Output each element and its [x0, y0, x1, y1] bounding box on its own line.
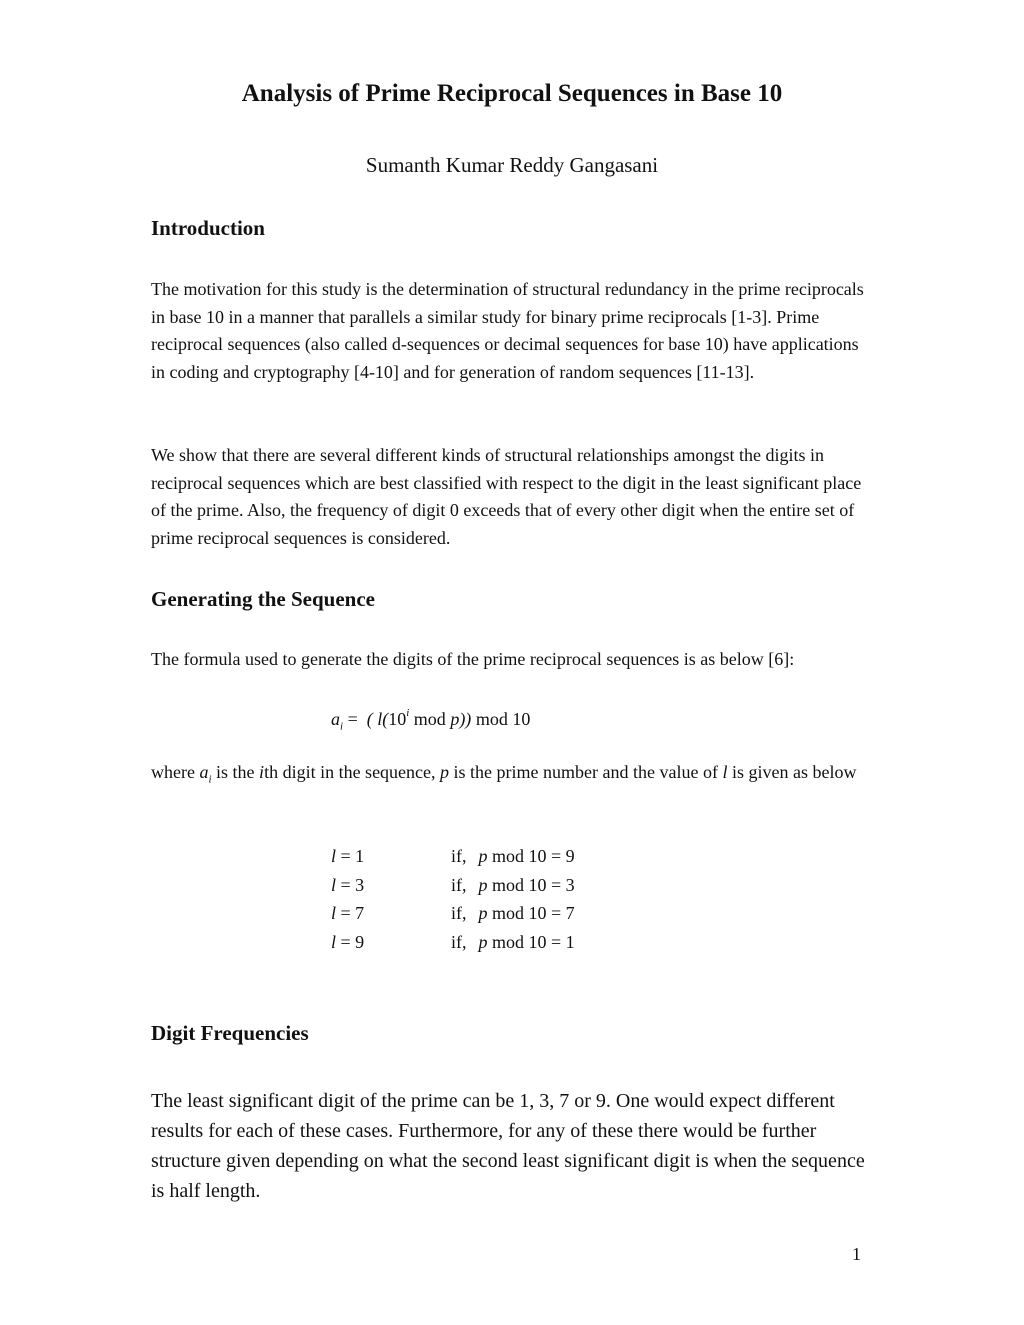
formula-intro-text: The formula used to generate the digits of the prime reciprocal sequences is as below [6]: [151, 649, 795, 669]
case-l-value: = 1 [336, 846, 365, 866]
formula-mod: mod [409, 709, 451, 729]
formula-p-var: p [450, 709, 460, 729]
formula-open-paren: ( [366, 709, 378, 729]
case-p-var: p [478, 846, 488, 866]
formula-explanation [151, 759, 871, 794]
case-condition-text: mod 10 = 1 [487, 931, 575, 952]
case-lhs [331, 842, 364, 871]
explanation-a-var: a [199, 762, 209, 782]
intro-paragraph-1: The motivation for this study is the determination of structural redundancy in the prime reciprocals in base 10 in a manner that parallels a similar study for binary prime reciprocals [1-3]. Prime reciprocal sequences (also called d-sequences or decimal sequences for base 10) have applications in coding and cryptography [4-10] and for generation of random sequences [11-13]. [151, 279, 864, 382]
case-l-value: = 7 [336, 903, 365, 923]
formula-a-subscript: i [340, 720, 344, 733]
explanation-i-var: i [259, 762, 265, 782]
formula-close-parens: )) [459, 709, 472, 729]
case-if-text: if, [451, 931, 467, 952]
case-p-var: p [478, 931, 488, 952]
section-heading-generating: Generating the Sequence [151, 587, 375, 611]
paper-title: Analysis of Prime Reciprocal Sequences in Base 10 [241, 80, 783, 107]
case-condition [451, 871, 575, 900]
explanation-p-var: p [440, 762, 450, 782]
section-heading-digit-frequencies: Digit Frequencies [151, 1021, 309, 1045]
explanation-text: is the prime number and the value of [449, 762, 723, 782]
case-l-value: = 9 [336, 931, 365, 952]
explanation-text: th digit in the sequence, [264, 762, 441, 782]
case-p-var: p [478, 903, 488, 923]
case-lhs [331, 871, 364, 900]
formula-exponent: i [406, 707, 410, 719]
case-condition-text: mod 10 = 9 [487, 846, 575, 866]
formula-equals: = [343, 709, 367, 729]
case-condition [451, 899, 575, 928]
case-lhs [331, 928, 364, 957]
formula-tail: mod 10 [471, 709, 531, 729]
case-lhs [331, 899, 364, 928]
intro-paragraph-2: We show that there are several different kinds of structural relationships amongst the digits in reciprocal sequences which are best classified with respect to the digit in the least significant place of the prime. Also, the frequency of digit 0 exceeds that of every other digit when the entire set of prime reciprocal sequences is considered. [151, 445, 862, 548]
case-l-var: l [331, 931, 337, 952]
digit-frequencies-paragraph: The least significant digit of the prime can be 1, 3, 7 or 9. One would expect different results for each of these cases. Furthermore, for any of these there would be further structure given depending on what the second least significant digit is when the sequence is half length. [151, 1090, 865, 1202]
case-l-var: l [331, 874, 337, 895]
explanation-text: is the [211, 762, 260, 782]
case-condition [451, 842, 575, 871]
explanation-a-subscript: i [208, 773, 212, 786]
formula-l-var: l [377, 709, 383, 729]
case-if-text: if, [451, 903, 467, 923]
formula-a-var: a [331, 709, 340, 729]
case-l-value: = 3 [336, 874, 365, 895]
author-name: Sumanth Kumar Reddy Gangasani [365, 153, 659, 177]
section-heading-introduction: Introduction [151, 216, 265, 240]
case-condition-text: mod 10 = 3 [487, 874, 575, 895]
case-if-text: if, [451, 846, 467, 866]
page-number: 1 [852, 1244, 861, 1264]
formula-paren: ( [382, 709, 389, 729]
case-condition-text: mod 10 = 7 [487, 903, 575, 923]
case-l-var: l [331, 846, 337, 866]
generation-formula [331, 702, 530, 740]
explanation-text: where [151, 762, 200, 782]
explanation-text: is given as below [727, 762, 857, 782]
case-p-var: p [478, 874, 488, 895]
explanation-l-var: l [722, 762, 728, 782]
case-condition [451, 928, 575, 957]
case-if-text: if, [451, 874, 467, 895]
formula-base: 10 [388, 709, 407, 729]
case-l-var: l [331, 903, 337, 923]
